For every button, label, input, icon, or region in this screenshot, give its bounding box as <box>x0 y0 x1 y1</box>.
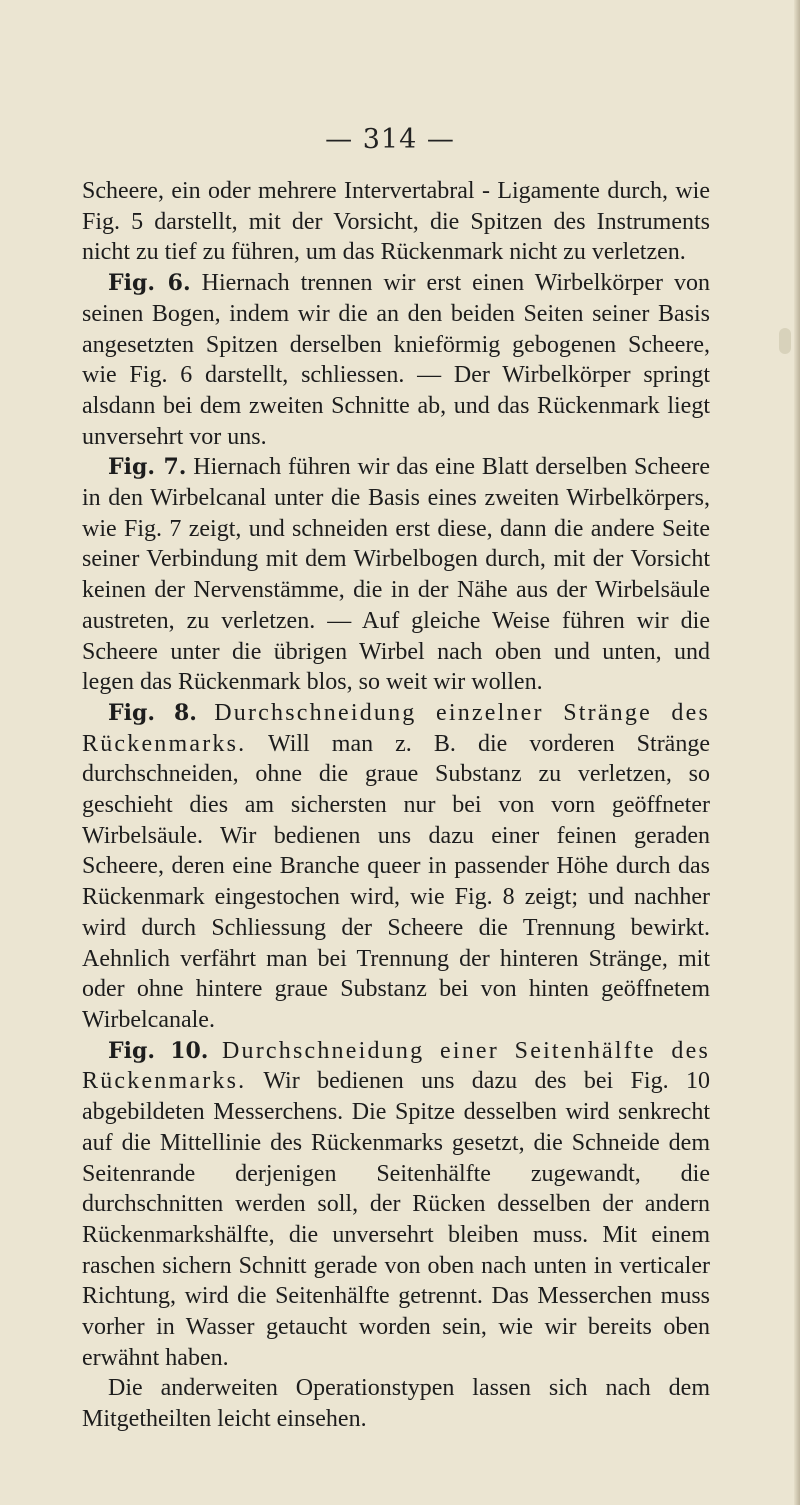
figure-label: Fig. 10. <box>108 1037 209 1064</box>
paragraph-fig-8 <box>82 698 710 1036</box>
paragraph-text: Scheere, ein oder mehrere Intervertabral - Ligamente durch, wie Fig. 5 darstellt, mit der Vorsicht, die Spitzen des Instruments nicht zu tief zu führen, um das Rückenmark nicht zu verletzen. <box>82 178 710 266</box>
paragraph-text: Hiernach trennen wir erst einen Wirbelkörper von seinen Bogen, indem wir die an den beiden Seiten seiner Basis angesetzten Spitzen derselben knieförmig gebogenen Scheere, wie Fig. 6 darstellt, schliessen. — Der Wirbelkörper springt alsdann bei dem zweiten Schnitte ab, und das Rückenmark liegt unversehrt vor uns. <box>82 270 710 450</box>
paragraph-text: Will man z. B. die vorderen Stränge durchschneiden, ohne die graue Substanz zu verletzen, so geschieht dies am sichersten nur bei von vorn geöffneter Wirbelsäule. Wir bedienen uns dazu einer feinen geraden Scheere, deren eine Branche queer in passender Höhe durch das Rückenmark eingestochen wird, wie Fig. 8 zeigt; und nachher wird durch Schliessung der Scheere die Trennung bewirkt. Aehnlich verfährt man bei Trennung der hinteren Stränge, mit oder ohne hintere graue Substanz bei von hinten geöffnetem Wirbelcanale. <box>82 730 710 1033</box>
section-heading: Durchschneidung einzelner Stränge des Rückenmarks. <box>82 699 710 757</box>
page-edge-shadow <box>794 0 800 1505</box>
section-heading: Durchschneidung einer Seitenhälfte des Rückenmarks. <box>82 1037 710 1095</box>
paragraph-text: Hiernach führen wir das eine Blatt derselben Scheere in den Wirbelcanal unter die Basis eines zweiten Wirbelkörpers, wie Fig. 7 zeigt, und schneiden erst diese, dann die andere Seite seiner Verbindung mit dem Wirbelbogen durch, mit der Vorsicht keinen der Nervenstämme, die in der Nähe aus der Wirbelsäule austreten, zu verletzen. — Auf gleiche Weise führen wir die Scheere unter die übrigen Wirbel nach oben und unten, und legen das Rückenmark blos, so weit wir wollen. <box>82 454 710 696</box>
paragraph-continuation <box>82 176 710 268</box>
paragraph-fig-6 <box>82 268 710 452</box>
figure-label: Fig. 8. <box>108 699 197 726</box>
figure-label: Fig. 6. <box>108 270 191 297</box>
paragraph-text: Die anderweiten Operationstypen lassen sich nach dem Mitgetheilten leicht einsehen. <box>82 1375 710 1433</box>
paper-stain <box>779 328 791 354</box>
paragraph-text: Wir bedienen uns dazu des bei Fig. 10 abgebildeten Messerchens. Die Spitze desselben wird senkrecht auf die Mittellinie des Rückenmarks gesetzt, die Schneide dem Seitenrande derjenigen Seitenhälfte zugewandt, die durchschnitten werden soll, der Rücken desselben der andern Rückenmarkshälfte, die unversehrt bleiben muss. Mit einem raschen sichern Schnitt gerade von oben nach unten in verticaler Richtung, wird die Seitenhälfte getrennt. Das Messerchen muss vorher in Wasser getaucht worden sein, wie wir bereits oben erwähnt haben. <box>82 1068 710 1371</box>
paragraph-fig-7 <box>82 452 710 698</box>
page-number: — 314 — <box>325 124 455 155</box>
body-text <box>82 176 710 1435</box>
figure-label: Fig. 7. <box>108 454 187 481</box>
paragraph-fig-10 <box>82 1036 710 1374</box>
paragraph-closing <box>82 1373 710 1434</box>
